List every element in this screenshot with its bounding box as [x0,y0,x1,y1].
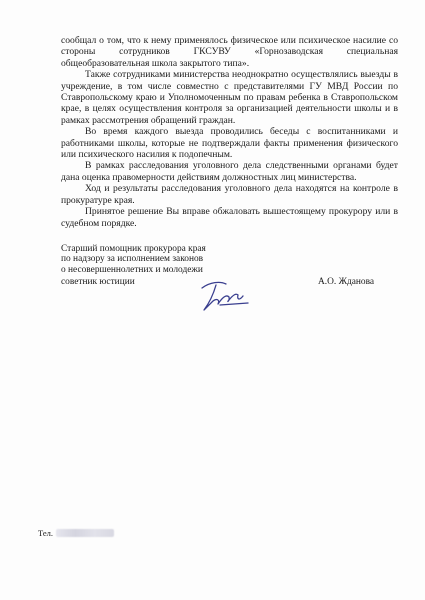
position-line: Старший помощник прокурора края [61,244,206,254]
paragraph-ministry-visits: Также сотрудниками министерства неоднократно осуществлялись выезды в учреждение, в том числе совместно с представителями ГУ МВД России по Ставропольскому краю и Уполномоченным по правам ребенка в Ставропольском крае, в целях осуществления контроля за организацией деятельности школы и в рамках рассмотрения обращений граждан. [61,69,398,126]
signature-icon [196,276,256,314]
redaction-icon [56,529,114,537]
signatory-name: А.О. Жданова [318,277,375,287]
signatory-rank: советник юстиции [61,277,135,287]
paragraph-appeal: Принятое решение Вы вправе обжаловать вышестоящему прокурору или в судебном порядке. [61,206,398,229]
phone-line [38,528,114,538]
letter-body [61,35,398,229]
paragraph-conversations: Во время каждого выезда проводились беседы с воспитанниками и работниками школы, которые не подтверждали факты применения физического или психического насилия к подопечным. [61,126,398,161]
phone-label: Тел. [38,528,54,538]
paragraph-continuation: сообщал о том, что к нему применялось физическое или психическое насилие со стороны сотрудников ГКСУВУ «Горнозаводская специальная общеобразовательная школа закрытого типа». [61,35,398,69]
position-line: по надзору за исполнением законов [61,254,204,265]
position-line: о несовершеннолетних и молодежи [61,264,203,275]
paragraph-criminal-case: В рамках расследования уголовного дела следственными органами будет дана оценка правомерности действиям должностных лиц министерства. [61,160,398,183]
signatory-position [61,244,241,275]
paragraph-control: Ход и результаты расследования уголовного дела находятся на контроле в прокуратуре края. [61,183,398,206]
